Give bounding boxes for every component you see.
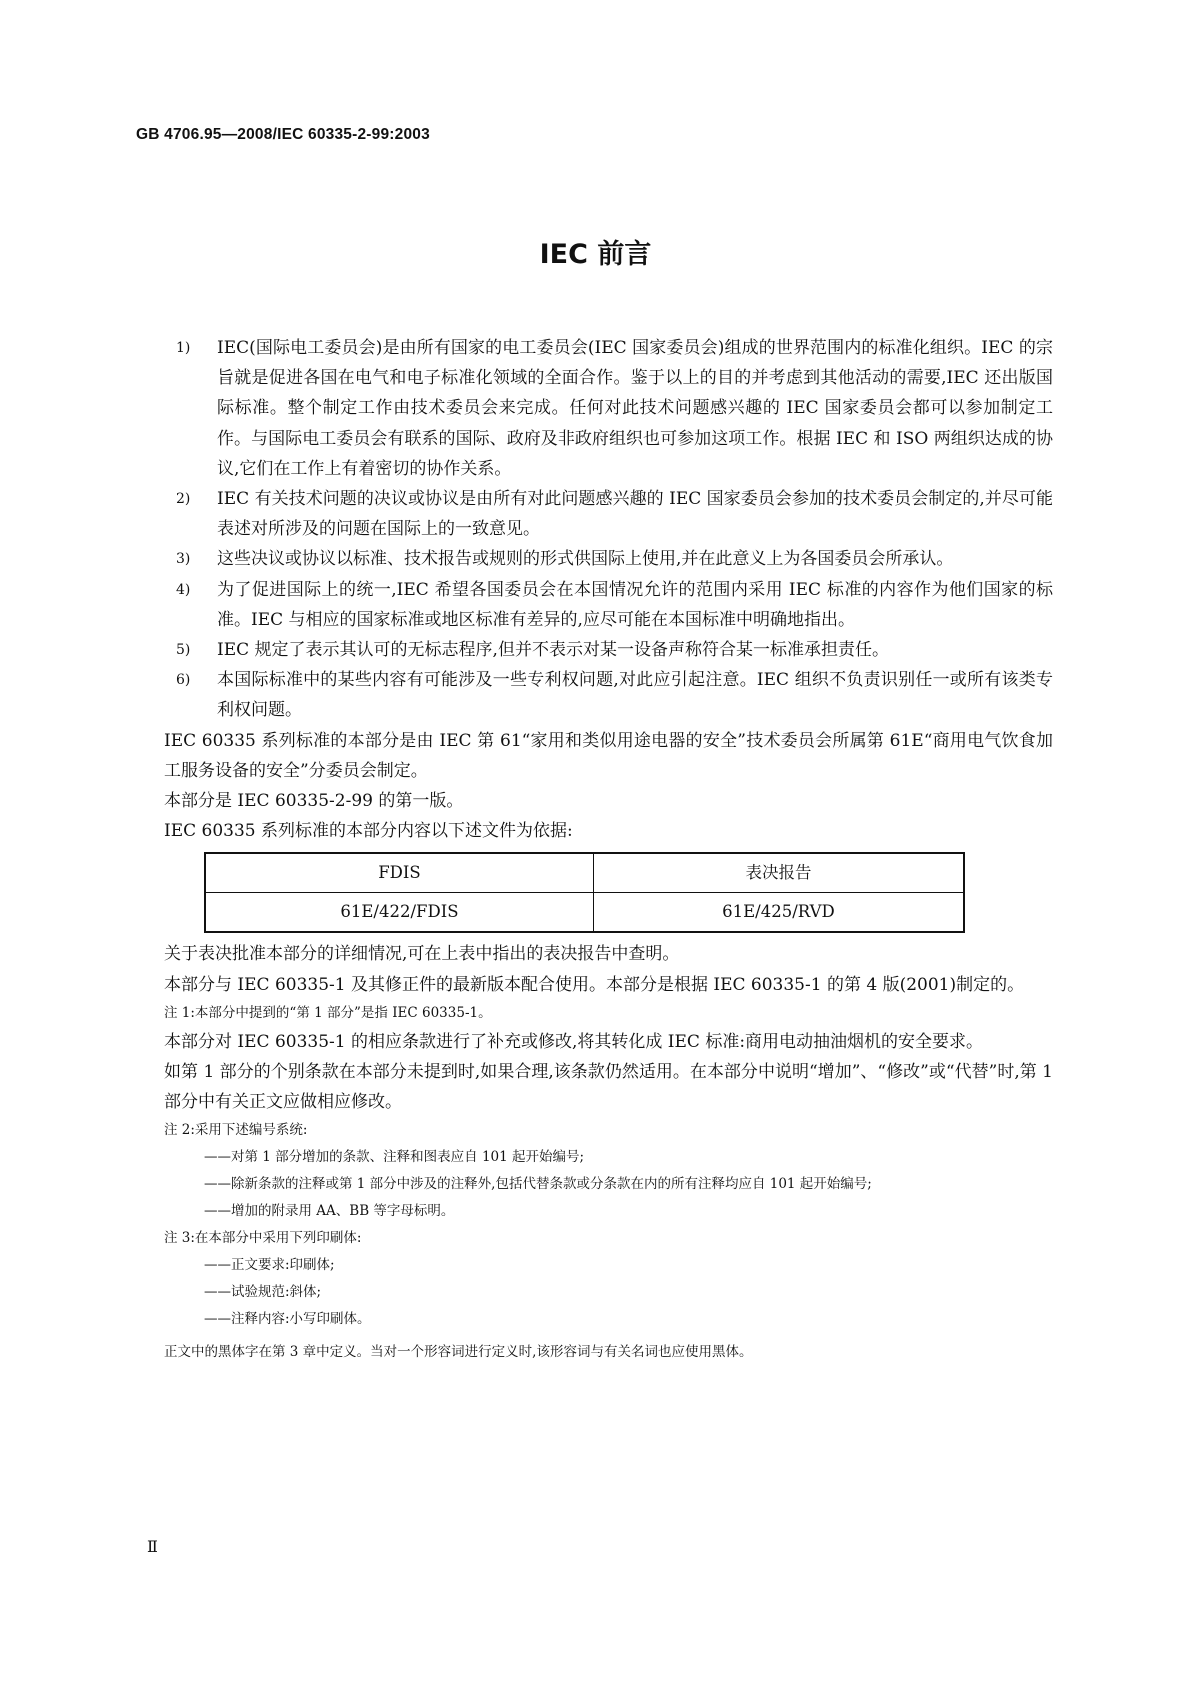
- paragraph-committee: IEC 60335 系列标准的本部分是由 IEC 第 61“家用和类似用途电器的安全”技术委员会所属第 61E“商用电气饮食加工服务设备的安全”分委员会制定。: [164, 730, 1053, 781]
- table-cell-fdis: 61E/422/FDIS: [205, 893, 593, 933]
- list-item-number: 6): [176, 672, 191, 689]
- list-item-text: IEC 有关技术问题的决议或协议是由所有对此问题感兴趣的 IEC 国家委员会参加的技术委员会制定的,并尽可能表述对所涉及的问题在国际上的一致意见。: [217, 489, 1053, 540]
- list-item-text: 这些决议或协议以标准、技术报告或规则的形式供国际上使用,并在此意义上为各国委员会所承认。: [217, 549, 954, 570]
- list-item-number: 5): [176, 642, 191, 659]
- table-header-vote-report: 表决报告: [593, 853, 964, 893]
- list-item-text: IEC(国际电工委员会)是由所有国家的电工委员会(IEC 国家委员会)组成的世界范围内的标准化组织。IEC 的宗旨就是促进各国在电气和电子标准化领域的全面合作。鉴于以上的目的并考虑到其他活动的需要,IEC 还出版国际标准。整个制定工作由技术委员会来完成。任何对此技术问题感兴趣的 IEC 国家委员会都可以参加制定工作。与国际电工委员会有联系的国际、政府及非政府组织也可参加这项工作。根据 IEC 和 ISO 两组织达成的协议,它们在工作上有着密切的协作关系。: [217, 338, 1053, 479]
- list-item-number: 1): [176, 340, 191, 356]
- paragraph-vote-info: 关于表决批准本部分的详细情况,可在上表中指出的表决报告中查明。: [164, 944, 680, 965]
- page-title: IEC 前言: [539, 239, 652, 270]
- note-3: [164, 1225, 1053, 1333]
- list-item: [176, 484, 1053, 544]
- list-item: [176, 333, 1053, 484]
- list-item-number: 2): [176, 491, 191, 508]
- note-2-item: ——除新条款的注释或第 1 部分中涉及的注释外,包括代替条款或分条款在内的所有注释均应自 101 起开始编号;: [204, 1176, 872, 1193]
- note-2-item: ——对第 1 部分增加的条款、注释和图表应自 101 起开始编号;: [204, 1149, 585, 1166]
- document-header: GB 4706.95—2008/IEC 60335-2-99:2003: [136, 126, 430, 143]
- paragraph-edition: 本部分是 IEC 60335-2-99 的第一版。: [164, 791, 464, 812]
- table-header-fdis: FDIS: [205, 853, 593, 893]
- paragraph-applicability: 如第 1 部分的个别条款在本部分未提到时,如果合理,该条款仍然适用。在本部分中说明“增加”、“修改”或“代替”时,第 1 部分中有关正文应做相应修改。: [164, 1062, 1053, 1113]
- note-1: 注 1:本部分中提到的“第 1 部分”是指 IEC 60335-1。: [164, 1004, 492, 1021]
- table-header-row: [205, 853, 964, 893]
- note-2: [164, 1117, 1053, 1225]
- note-3-item: ——试验规范:斜体;: [204, 1284, 322, 1301]
- note-2-item: ——增加的附录用 AA、BB 等字母标明。: [204, 1203, 455, 1220]
- note-3-label: 注 3:在本部分中采用下列印刷体:: [164, 1230, 362, 1247]
- paragraph-scope: 本部分对 IEC 60335-1 的相应条款进行了补充或修改,将其转化成 IEC 标准:商用电动抽油烟机的安全要求。: [164, 1031, 984, 1052]
- list-item: [176, 575, 1053, 635]
- list-item-number: 4): [176, 581, 191, 598]
- table-cell-rvd: 61E/425/RVD: [593, 893, 964, 933]
- voting-table: [204, 852, 965, 933]
- page-number: Ⅱ: [147, 1537, 158, 1556]
- note-2-label: 注 2:采用下述编号系统:: [164, 1122, 308, 1139]
- table-row: [205, 893, 964, 933]
- paragraph-documents: IEC 60335 系列标准的本部分内容以下述文件为依据:: [164, 821, 573, 842]
- list-item-text: 本国际标准中的某些内容有可能涉及一些专利权问题,对此应引起注意。IEC 组织不负责识别任一或所有该类专利权问题。: [217, 670, 1053, 721]
- paragraph-usage: 本部分与 IEC 60335-1 及其修正件的最新版本配合使用。本部分是根据 IEC 60335-1 的第 4 版(2001)制定的。: [164, 974, 1025, 995]
- list-item: [176, 665, 1053, 725]
- paragraph-bold-terms: 正文中的黑体字在第 3 章中定义。当对一个形容词进行定义时,该形容词与有关名词也应使用黑体。: [164, 1344, 753, 1361]
- note-3-item: ——正文要求:印刷体;: [204, 1257, 335, 1274]
- list-item: [176, 635, 1053, 665]
- document-body: [164, 333, 1053, 1366]
- list-item-text: 为了促进国际上的统一,IEC 希望各国委员会在本国情况允许的范围内采用 IEC 标准的内容作为他们国家的标准。IEC 与相应的国家标准或地区标准有差异的,应尽可能在本国标准中明确地指出。: [217, 579, 1053, 630]
- list-item: [176, 544, 1053, 574]
- note-3-item: ——注释内容:小写印刷体。: [204, 1311, 371, 1328]
- list-item-text: IEC 规定了表示其认可的无标志程序,但并不表示对某一设备声称符合某一标准承担责任。: [217, 640, 889, 661]
- list-item-number: 3): [176, 551, 191, 568]
